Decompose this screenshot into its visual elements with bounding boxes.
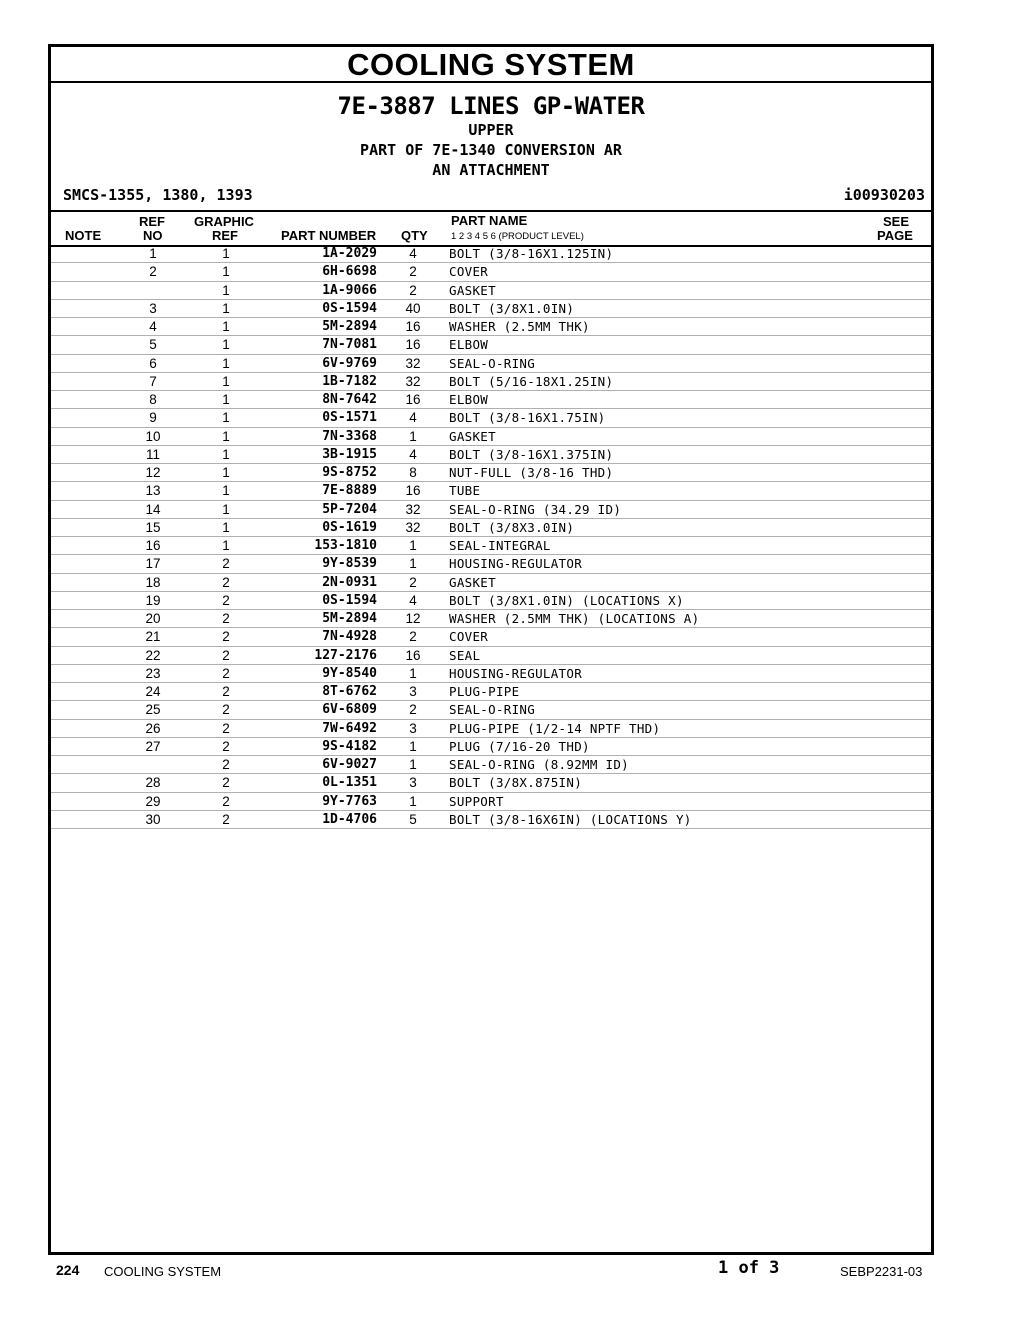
row-part-name: HOUSING-REGULATOR bbox=[449, 665, 583, 681]
row-part-number: 8T-6762 bbox=[322, 684, 377, 699]
row-part-number: 0S-1619 bbox=[322, 519, 377, 535]
table-row bbox=[51, 647, 931, 665]
row-ref-no: 29 bbox=[145, 793, 161, 809]
row-qty: 3 bbox=[409, 775, 417, 791]
row-ref-no: 10 bbox=[145, 428, 161, 444]
row-part-name: BOLT (3/8-16X6IN) (LOCATIONS Y) bbox=[449, 811, 692, 827]
row-part-name: ELBOW bbox=[449, 392, 489, 407]
row-graphic-ref: 1 bbox=[222, 246, 230, 261]
table-row bbox=[51, 720, 931, 738]
group-subtitle-2: PART OF 7E-1340 CONVERSION AR bbox=[360, 141, 622, 159]
table-row bbox=[51, 774, 931, 792]
row-graphic-ref: 2 bbox=[222, 611, 230, 626]
group-subtitle-3: AN ATTACHMENT bbox=[432, 161, 550, 179]
row-part-name: BOLT (3/8X1.0IN) (LOCATIONS X) bbox=[449, 592, 684, 608]
row-qty: 32 bbox=[405, 355, 421, 371]
row-part-number: 5M-2894 bbox=[322, 611, 377, 626]
row-part-number: 6V-6809 bbox=[322, 702, 377, 718]
parts-table-body bbox=[51, 245, 931, 829]
table-row bbox=[51, 683, 931, 701]
row-graphic-ref: 2 bbox=[222, 647, 230, 663]
row-ref-no: 3 bbox=[149, 300, 157, 316]
row-part-name: NUT-FULL (3/8-16 THD) bbox=[449, 465, 614, 480]
row-ref-no: 19 bbox=[145, 592, 161, 608]
group-subtitle-1: UPPER bbox=[468, 121, 514, 139]
row-graphic-ref: 1 bbox=[222, 410, 230, 426]
row-graphic-ref: 1 bbox=[222, 538, 230, 553]
table-row bbox=[51, 793, 931, 811]
row-part-name: BOLT (3/8X.875IN) bbox=[449, 775, 583, 791]
row-part-number: 7E-8889 bbox=[322, 483, 377, 499]
row-ref-no: 22 bbox=[145, 647, 161, 663]
row-graphic-ref: 2 bbox=[222, 738, 230, 754]
table-row bbox=[51, 501, 931, 519]
row-ref-no: 14 bbox=[145, 501, 161, 517]
table-row bbox=[51, 519, 931, 537]
row-part-name: WASHER (2.5MM THK) bbox=[449, 319, 590, 334]
row-part-name: PLUG-PIPE bbox=[449, 684, 520, 699]
header-qty: QTY bbox=[401, 228, 428, 243]
row-part-number: 3B-1915 bbox=[322, 446, 377, 462]
table-row bbox=[51, 300, 931, 318]
row-part-name: BOLT (3/8-16X1.125IN) bbox=[449, 246, 614, 261]
row-qty: 3 bbox=[409, 720, 417, 736]
page-footer bbox=[0, 1258, 1020, 1288]
header-ref-bottom: NO bbox=[143, 228, 163, 243]
row-part-number: 7W-6492 bbox=[322, 720, 377, 736]
row-graphic-ref: 2 bbox=[222, 556, 230, 572]
row-part-number: 9S-8752 bbox=[322, 465, 377, 480]
header-see-bottom: PAGE bbox=[877, 228, 913, 243]
row-graphic-ref: 2 bbox=[222, 629, 230, 645]
table-row bbox=[51, 464, 931, 482]
row-graphic-ref: 1 bbox=[222, 264, 230, 280]
table-row bbox=[51, 355, 931, 373]
row-ref-no: 13 bbox=[145, 483, 161, 499]
row-part-number: 1D-4706 bbox=[322, 811, 377, 827]
table-row bbox=[51, 811, 931, 829]
row-ref-no: 11 bbox=[145, 446, 160, 462]
row-ref-no: 8 bbox=[149, 392, 157, 407]
row-graphic-ref: 1 bbox=[222, 373, 230, 389]
row-qty: 40 bbox=[405, 300, 421, 316]
row-qty: 32 bbox=[405, 373, 421, 389]
row-qty: 32 bbox=[405, 501, 421, 517]
table-row bbox=[51, 738, 931, 756]
row-ref-no: 30 bbox=[145, 811, 161, 827]
table-row bbox=[51, 756, 931, 774]
row-ref-no: 2 bbox=[149, 264, 157, 280]
row-qty: 16 bbox=[405, 319, 421, 334]
row-graphic-ref: 1 bbox=[222, 428, 230, 444]
row-part-name: SUPPORT bbox=[449, 793, 504, 809]
header-product-levels: 1 2 3 4 5 6 (PRODUCT LEVEL) bbox=[451, 231, 584, 242]
table-row bbox=[51, 482, 931, 500]
image-id: i00930203 bbox=[843, 186, 925, 204]
row-graphic-ref: 1 bbox=[222, 519, 230, 535]
row-graphic-ref: 2 bbox=[222, 592, 230, 608]
row-graphic-ref: 2 bbox=[222, 811, 230, 827]
row-part-number: 7N-7081 bbox=[322, 337, 377, 353]
row-graphic-ref: 1 bbox=[222, 319, 230, 334]
section-title: COOLING SYSTEM bbox=[51, 47, 931, 83]
table-row bbox=[51, 446, 931, 464]
row-qty: 4 bbox=[409, 592, 417, 608]
row-ref-no: 20 bbox=[145, 611, 161, 626]
row-qty: 16 bbox=[405, 647, 421, 663]
row-part-name: GASKET bbox=[449, 574, 496, 590]
table-row bbox=[51, 282, 931, 300]
row-part-number: 9Y-8540 bbox=[322, 665, 377, 681]
header-graphic-top: GRAPHIC bbox=[194, 214, 254, 229]
row-part-name: PLUG-PIPE (1/2-14 NPTF THD) bbox=[449, 720, 661, 736]
row-qty: 2 bbox=[409, 282, 417, 298]
row-ref-no: 21 bbox=[145, 629, 161, 645]
row-part-name: BOLT (3/8X3.0IN) bbox=[449, 519, 575, 535]
row-qty: 2 bbox=[409, 629, 417, 645]
row-ref-no: 28 bbox=[145, 775, 161, 791]
row-part-number: 6V-9027 bbox=[322, 757, 377, 772]
table-row bbox=[51, 665, 931, 683]
row-graphic-ref: 1 bbox=[222, 446, 230, 462]
row-ref-no: 6 bbox=[149, 355, 157, 371]
row-part-number: 0S-1594 bbox=[322, 300, 377, 316]
row-qty: 2 bbox=[409, 574, 417, 590]
table-row bbox=[51, 245, 931, 263]
table-row bbox=[51, 701, 931, 719]
row-qty: 16 bbox=[405, 483, 421, 499]
row-qty: 4 bbox=[409, 446, 417, 462]
row-part-name: ELBOW bbox=[449, 337, 489, 353]
row-graphic-ref: 1 bbox=[222, 483, 230, 499]
group-title: 7E-3887 LINES GP-WATER bbox=[337, 92, 645, 120]
row-part-number: 5P-7204 bbox=[322, 501, 377, 517]
row-part-number: 1A-2029 bbox=[322, 246, 377, 261]
row-part-name: BOLT (5/16-18X1.25IN) bbox=[449, 373, 614, 389]
row-qty: 1 bbox=[409, 665, 417, 681]
row-qty: 2 bbox=[409, 702, 417, 718]
row-part-name: SEAL-O-RING bbox=[449, 702, 536, 718]
row-graphic-ref: 1 bbox=[222, 355, 230, 371]
row-part-number: 1B-7182 bbox=[322, 373, 377, 389]
row-part-name: COVER bbox=[449, 629, 489, 645]
row-part-name: BOLT (3/8-16X1.75IN) bbox=[449, 410, 606, 426]
row-qty: 32 bbox=[405, 519, 421, 535]
row-graphic-ref: 1 bbox=[222, 501, 230, 517]
row-ref-no: 7 bbox=[149, 373, 157, 389]
header-note: NOTE bbox=[65, 228, 102, 243]
table-row bbox=[51, 574, 931, 592]
table-row bbox=[51, 391, 931, 409]
table-row bbox=[51, 555, 931, 573]
row-part-number: 0S-1571 bbox=[322, 410, 377, 426]
row-part-name: SEAL-O-RING (8.92MM ID) bbox=[449, 757, 629, 772]
table-row bbox=[51, 592, 931, 610]
footer-doc-id: SEBP2231-03 bbox=[840, 1264, 923, 1279]
row-part-number: 0S-1594 bbox=[322, 592, 377, 608]
table-row bbox=[51, 336, 931, 354]
row-qty: 1 bbox=[409, 738, 417, 754]
header-ref-top: REF bbox=[139, 214, 165, 229]
row-qty: 16 bbox=[405, 337, 421, 353]
row-ref-no: 23 bbox=[145, 665, 161, 681]
row-part-number: 7N-3368 bbox=[322, 428, 377, 444]
table-header bbox=[51, 210, 931, 247]
row-part-number: 9S-4182 bbox=[322, 738, 377, 754]
row-ref-no: 25 bbox=[145, 702, 161, 718]
row-graphic-ref: 2 bbox=[222, 793, 230, 809]
row-ref-no: 1 bbox=[149, 246, 157, 261]
footer-page-number: 224 bbox=[56, 1262, 80, 1278]
row-ref-no: 9 bbox=[149, 410, 157, 426]
row-part-name: TUBE bbox=[449, 483, 481, 499]
row-part-number: 1A-9066 bbox=[322, 282, 377, 298]
row-qty: 4 bbox=[409, 246, 417, 261]
row-ref-no: 4 bbox=[149, 319, 157, 334]
row-part-number: 9Y-7763 bbox=[322, 793, 377, 809]
row-graphic-ref: 2 bbox=[222, 775, 230, 791]
row-part-name: WASHER (2.5MM THK) (LOCATIONS A) bbox=[449, 611, 700, 626]
row-graphic-ref: 2 bbox=[222, 574, 230, 590]
row-graphic-ref: 1 bbox=[222, 392, 230, 407]
row-qty: 1 bbox=[409, 757, 417, 772]
row-part-number: 7N-4928 bbox=[322, 629, 377, 645]
row-part-name: COVER bbox=[449, 264, 489, 280]
table-row bbox=[51, 628, 931, 646]
row-part-number: 6H-6698 bbox=[322, 264, 377, 280]
row-ref-no: 16 bbox=[145, 538, 161, 553]
table-row bbox=[51, 373, 931, 391]
parts-list-frame bbox=[48, 44, 934, 1255]
smcs-codes: SMCS-1355, 1380, 1393 bbox=[63, 186, 253, 204]
row-ref-no: 12 bbox=[145, 465, 161, 480]
header-part-name: PART NAME bbox=[451, 213, 528, 228]
row-part-name: GASKET bbox=[449, 428, 496, 444]
row-graphic-ref: 2 bbox=[222, 720, 230, 736]
row-ref-no: 27 bbox=[145, 738, 161, 754]
row-part-name: SEAL bbox=[449, 647, 481, 663]
row-part-name: PLUG (7/16-20 THD) bbox=[449, 738, 590, 754]
row-part-name: SEAL-O-RING bbox=[449, 355, 536, 371]
footer-section: COOLING SYSTEM bbox=[104, 1264, 222, 1279]
row-part-name: HOUSING-REGULATOR bbox=[449, 556, 583, 572]
row-qty: 5 bbox=[409, 811, 417, 827]
row-graphic-ref: 2 bbox=[222, 665, 230, 681]
row-part-name: GASKET bbox=[449, 282, 496, 298]
row-graphic-ref: 1 bbox=[222, 465, 230, 480]
table-row bbox=[51, 537, 931, 555]
table-row bbox=[51, 409, 931, 427]
row-qty: 1 bbox=[409, 538, 417, 553]
table-row bbox=[51, 428, 931, 446]
row-part-name: SEAL-INTEGRAL bbox=[449, 538, 551, 553]
row-part-number: 0L-1351 bbox=[322, 775, 377, 791]
row-qty: 8 bbox=[409, 465, 417, 480]
row-graphic-ref: 1 bbox=[222, 282, 230, 298]
row-part-name: SEAL-O-RING (34.29 ID) bbox=[449, 501, 622, 517]
smcs-row bbox=[51, 186, 931, 208]
row-part-number: 9Y-8539 bbox=[322, 556, 377, 572]
row-qty: 4 bbox=[409, 410, 417, 426]
row-part-number: 2N-0931 bbox=[322, 574, 377, 590]
row-ref-no: 24 bbox=[145, 684, 161, 699]
row-ref-no: 5 bbox=[149, 337, 157, 353]
row-part-number: 6V-9769 bbox=[322, 355, 377, 371]
row-qty: 1 bbox=[409, 428, 417, 444]
row-graphic-ref: 2 bbox=[222, 684, 230, 699]
row-qty: 1 bbox=[409, 556, 417, 572]
row-part-number: 8N-7642 bbox=[322, 392, 377, 407]
row-ref-no: 26 bbox=[145, 720, 161, 736]
row-ref-no: 17 bbox=[145, 556, 161, 572]
row-qty: 16 bbox=[405, 392, 421, 407]
table-row bbox=[51, 318, 931, 336]
footer-page-of: 1 of 3 bbox=[718, 1258, 780, 1278]
header-part-number: PART NUMBER bbox=[281, 228, 377, 243]
row-qty: 3 bbox=[409, 684, 417, 699]
row-part-number: 153-1810 bbox=[314, 538, 377, 553]
table-row bbox=[51, 263, 931, 281]
row-ref-no: 18 bbox=[145, 574, 161, 590]
row-graphic-ref: 2 bbox=[222, 757, 230, 772]
row-graphic-ref: 1 bbox=[222, 337, 230, 353]
row-part-name: BOLT (3/8X1.0IN) bbox=[449, 300, 575, 316]
row-part-number: 5M-2894 bbox=[322, 319, 377, 334]
row-qty: 12 bbox=[405, 611, 421, 626]
header-graphic-bottom: REF bbox=[212, 228, 238, 243]
table-row bbox=[51, 610, 931, 628]
row-graphic-ref: 2 bbox=[222, 702, 230, 718]
row-graphic-ref: 1 bbox=[222, 300, 230, 316]
row-part-number: 127-2176 bbox=[314, 647, 377, 663]
header-see-top: SEE bbox=[883, 214, 910, 229]
row-qty: 2 bbox=[409, 264, 417, 280]
row-ref-no: 15 bbox=[145, 519, 161, 535]
row-part-name: BOLT (3/8-16X1.375IN) bbox=[449, 446, 614, 462]
row-qty: 1 bbox=[409, 793, 417, 809]
